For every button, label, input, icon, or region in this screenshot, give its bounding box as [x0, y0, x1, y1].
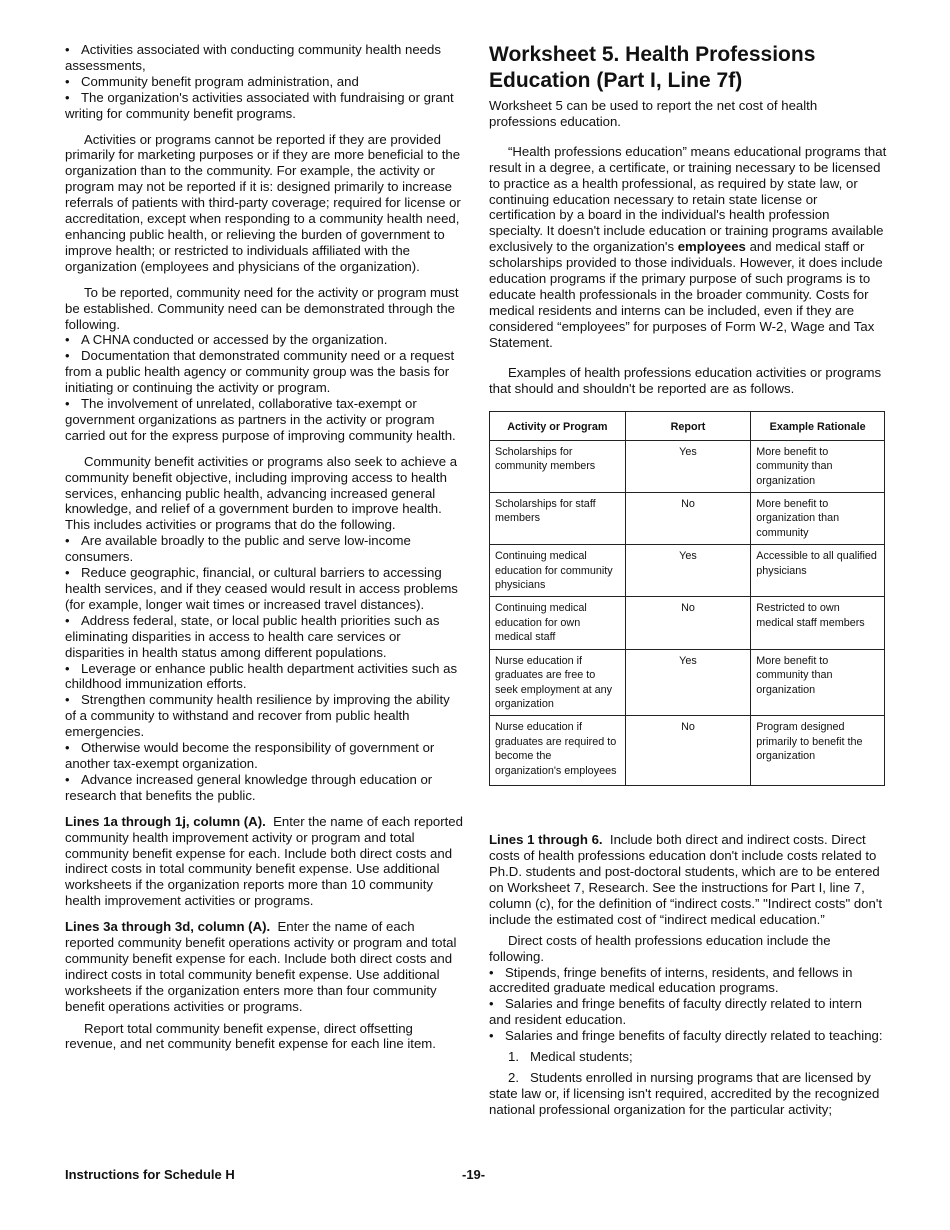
paragraph: To be reported, community need for the activity or program must be established. Community need can be demonstrated through the following. [65, 284, 459, 332]
lines-1-paragraph [489, 832, 887, 927]
lines-3a-heading: Lines 3a through 3d, column (A). [65, 919, 271, 935]
numbered-item: 2. Students enrolled in nursing programs that are licensed by state law or, if licensing isn't required, accredited by the recognized national professional organization for the particular activity; [489, 1070, 880, 1117]
table-header-row [490, 412, 885, 440]
definition-text: and medical staff or scholarships provided to those individuals. However, it does include education programs if the primary purpose of such programs is to educate health professionals in the broader community. Costs for medical residents and interns can be included, even if they are considered “employees” for purposes of Form W-2, Wage and Tax Statement. [489, 239, 883, 350]
definition-bold: employees [677, 239, 746, 255]
lines-3a-paragraph [65, 919, 463, 1014]
table-cell: No [625, 597, 751, 649]
bullet-item: • Reduce geographic, financial, or cultural barriers to accessing health services, and if they ceased would result in access problems (for example, longer wait times or increased travel distances). [65, 565, 463, 613]
table-cell: Scholarships for community members [490, 440, 626, 492]
bullet-item: • Leverage or enhance public health department activities such as childhood immunization efforts. [65, 661, 463, 693]
definition-text: “Health professions education” means educational programs that result in a degree, a certificate, or training necessary to be licensed to practice as a health professional, as required by state law, or continuing education necessary to retain state license or certification by a board in the individual's health profession specialty. It doesn't include education or training programs available exclusively to the organization's [489, 143, 887, 255]
footer-document-title: Instructions for Schedule H [65, 1167, 235, 1182]
bullet-item: • Community benefit program administration, and [65, 74, 463, 90]
bullet-item: • Strengthen community health resilience by improving the ability of a community to withstand and recover from public health emergencies. [65, 692, 463, 740]
table-cell: More benefit to community than organization [751, 440, 885, 492]
left-column [65, 42, 463, 1052]
table-cell: Nurse education if graduates are free to seek employment at any organization [490, 649, 626, 716]
bullet-item: • Salaries and fringe benefits of faculty directly related to teaching: [489, 1028, 887, 1044]
table-row [490, 545, 885, 597]
examples-table [489, 411, 885, 786]
table-row [490, 493, 885, 545]
column-header: Report [625, 412, 751, 440]
bullet-item: • Activities associated with conducting community health needs assessments, [65, 42, 463, 74]
table-cell: More benefit to organization than community [751, 493, 885, 545]
table-cell: Continuing medical education for community physicians [490, 545, 626, 597]
table-row [490, 716, 885, 786]
paragraph: Activities or programs cannot be reported if they are provided primarily for marketing purposes or if they are more beneficial to the organization than to the community. For example, the activity or program may not be reported if it is: designed primarily to increase referrals of patients with third-party coverage; required for license or accreditation, except when responding to a community health need, enhancing public health, or relieving the burden of government to improve health; or restricted to individuals affiliated with the organization (employees and physicians of the organization). [65, 131, 461, 274]
lines-1-text: Include both direct and indirect costs. Direct costs of health professions education don't include costs related to Ph.D. students and post-doctoral students, which are to be entered on Worksheet 7, Research. See the instructions for Part I, line 7, column (c), for the definition of “indirect costs.” "Indirect costs" don't include the estimated cost of “indirect medical education.” [489, 832, 883, 927]
bullet-item: • Are available broadly to the public and serve low-income consumers. [65, 533, 463, 565]
column-header: Activity or Program [490, 412, 626, 440]
column-header: Example Rationale [751, 412, 885, 440]
direct-costs-intro: Direct costs of health professions education include the following. [489, 932, 831, 964]
table-cell: Scholarships for staff members [490, 493, 626, 545]
footer-page-number: -19- [462, 1167, 486, 1182]
paragraph: Report total community benefit expense, direct offsetting revenue, and net community benefit expense for each line item. [65, 1020, 436, 1052]
table-cell: Program designed primarily to benefit the organization [751, 716, 885, 786]
table-cell: Accessible to all qualified physicians [751, 545, 885, 597]
definition-paragraph [489, 144, 887, 351]
table-cell: No [625, 493, 751, 545]
bullet-item: • Advance increased general knowledge through education or research that benefits the public. [65, 772, 463, 804]
bullet-item: • Salaries and fringe benefits of faculty directly related to intern and resident education. [489, 996, 887, 1028]
table-cell: No [625, 716, 751, 786]
lines-1a-text: Enter the name of each reported community health improvement activity or program and total community benefit expense for each. Include both direct costs and indirect costs in total community benefit expense. Use additional worksheets if the organization reports more than 10 community health improvement activities or programs. [65, 813, 463, 909]
table-row [490, 440, 885, 492]
table-cell: Nurse education if graduates are required to become the organization's employees [490, 716, 626, 786]
table-cell: Restricted to own medical staff members [751, 597, 885, 649]
worksheet-title: Worksheet 5. Health Professions Education (Part I, Line 7f) [489, 43, 816, 92]
bullet-item: • Address federal, state, or local public health priorities such as eliminating disparities in access to health care services or disparities in health status among different populations. [65, 613, 463, 661]
bullet-item: • The organization's activities associated with fundraising or grant writing for community benefit programs. [65, 90, 463, 122]
table-cell: More benefit to community than organization [751, 649, 885, 716]
numbered-item: 1. Medical students; [508, 1049, 633, 1065]
table-cell: Yes [625, 649, 751, 716]
bullet-item: • The involvement of unrelated, collaborative tax-exempt or government organizations as partners in the activity or program carried out for the express purpose of improving community health. [65, 396, 463, 444]
table-row [490, 649, 885, 716]
table-cell: Yes [625, 440, 751, 492]
lines-3a-text: Enter the name of each reported community benefit operations activity or program and total community benefit expense for each. Include both direct costs and indirect costs in total community benefit expense. Use additional worksheets if the organization enters more than four community benefit operations activities or programs. [65, 919, 457, 1014]
lines-1-heading: Lines 1 through 6. [489, 832, 603, 848]
lines-1a-heading: Lines 1a through 1j, column (A). [65, 813, 266, 829]
table-row [490, 597, 885, 649]
bullet-item: • Otherwise would become the responsibility of government or another tax-exempt organization. [65, 740, 463, 772]
bullet-item: • Documentation that demonstrated community need or a request from a public health agency or community group was the basis for initiating or continuing the activity or program. [65, 348, 463, 396]
bullet-item: • Stipends, fringe benefits of interns, residents, and fellows in accredited graduate medical education programs. [489, 965, 887, 997]
table-cell: Continuing medical education for own medical staff [490, 597, 626, 649]
lines-1a-paragraph [65, 814, 463, 909]
intro-paragraph: Worksheet 5 can be used to report the net cost of health professions education. [489, 98, 818, 129]
paragraph: Community benefit activities or programs also seek to achieve a community benefit objective, including improving access to health services, enhancing public health, advancing increased general knowledge, and relief of a government burden to improve health. This includes activities or programs that do the following. [65, 453, 458, 533]
bullet-item: • A CHNA conducted or accessed by the organization. [65, 332, 463, 348]
examples-intro: Examples of health professions education activities or programs that should and shouldn't be reported are as follows. [489, 364, 882, 396]
table-cell: Yes [625, 545, 751, 597]
right-column [489, 42, 887, 1118]
